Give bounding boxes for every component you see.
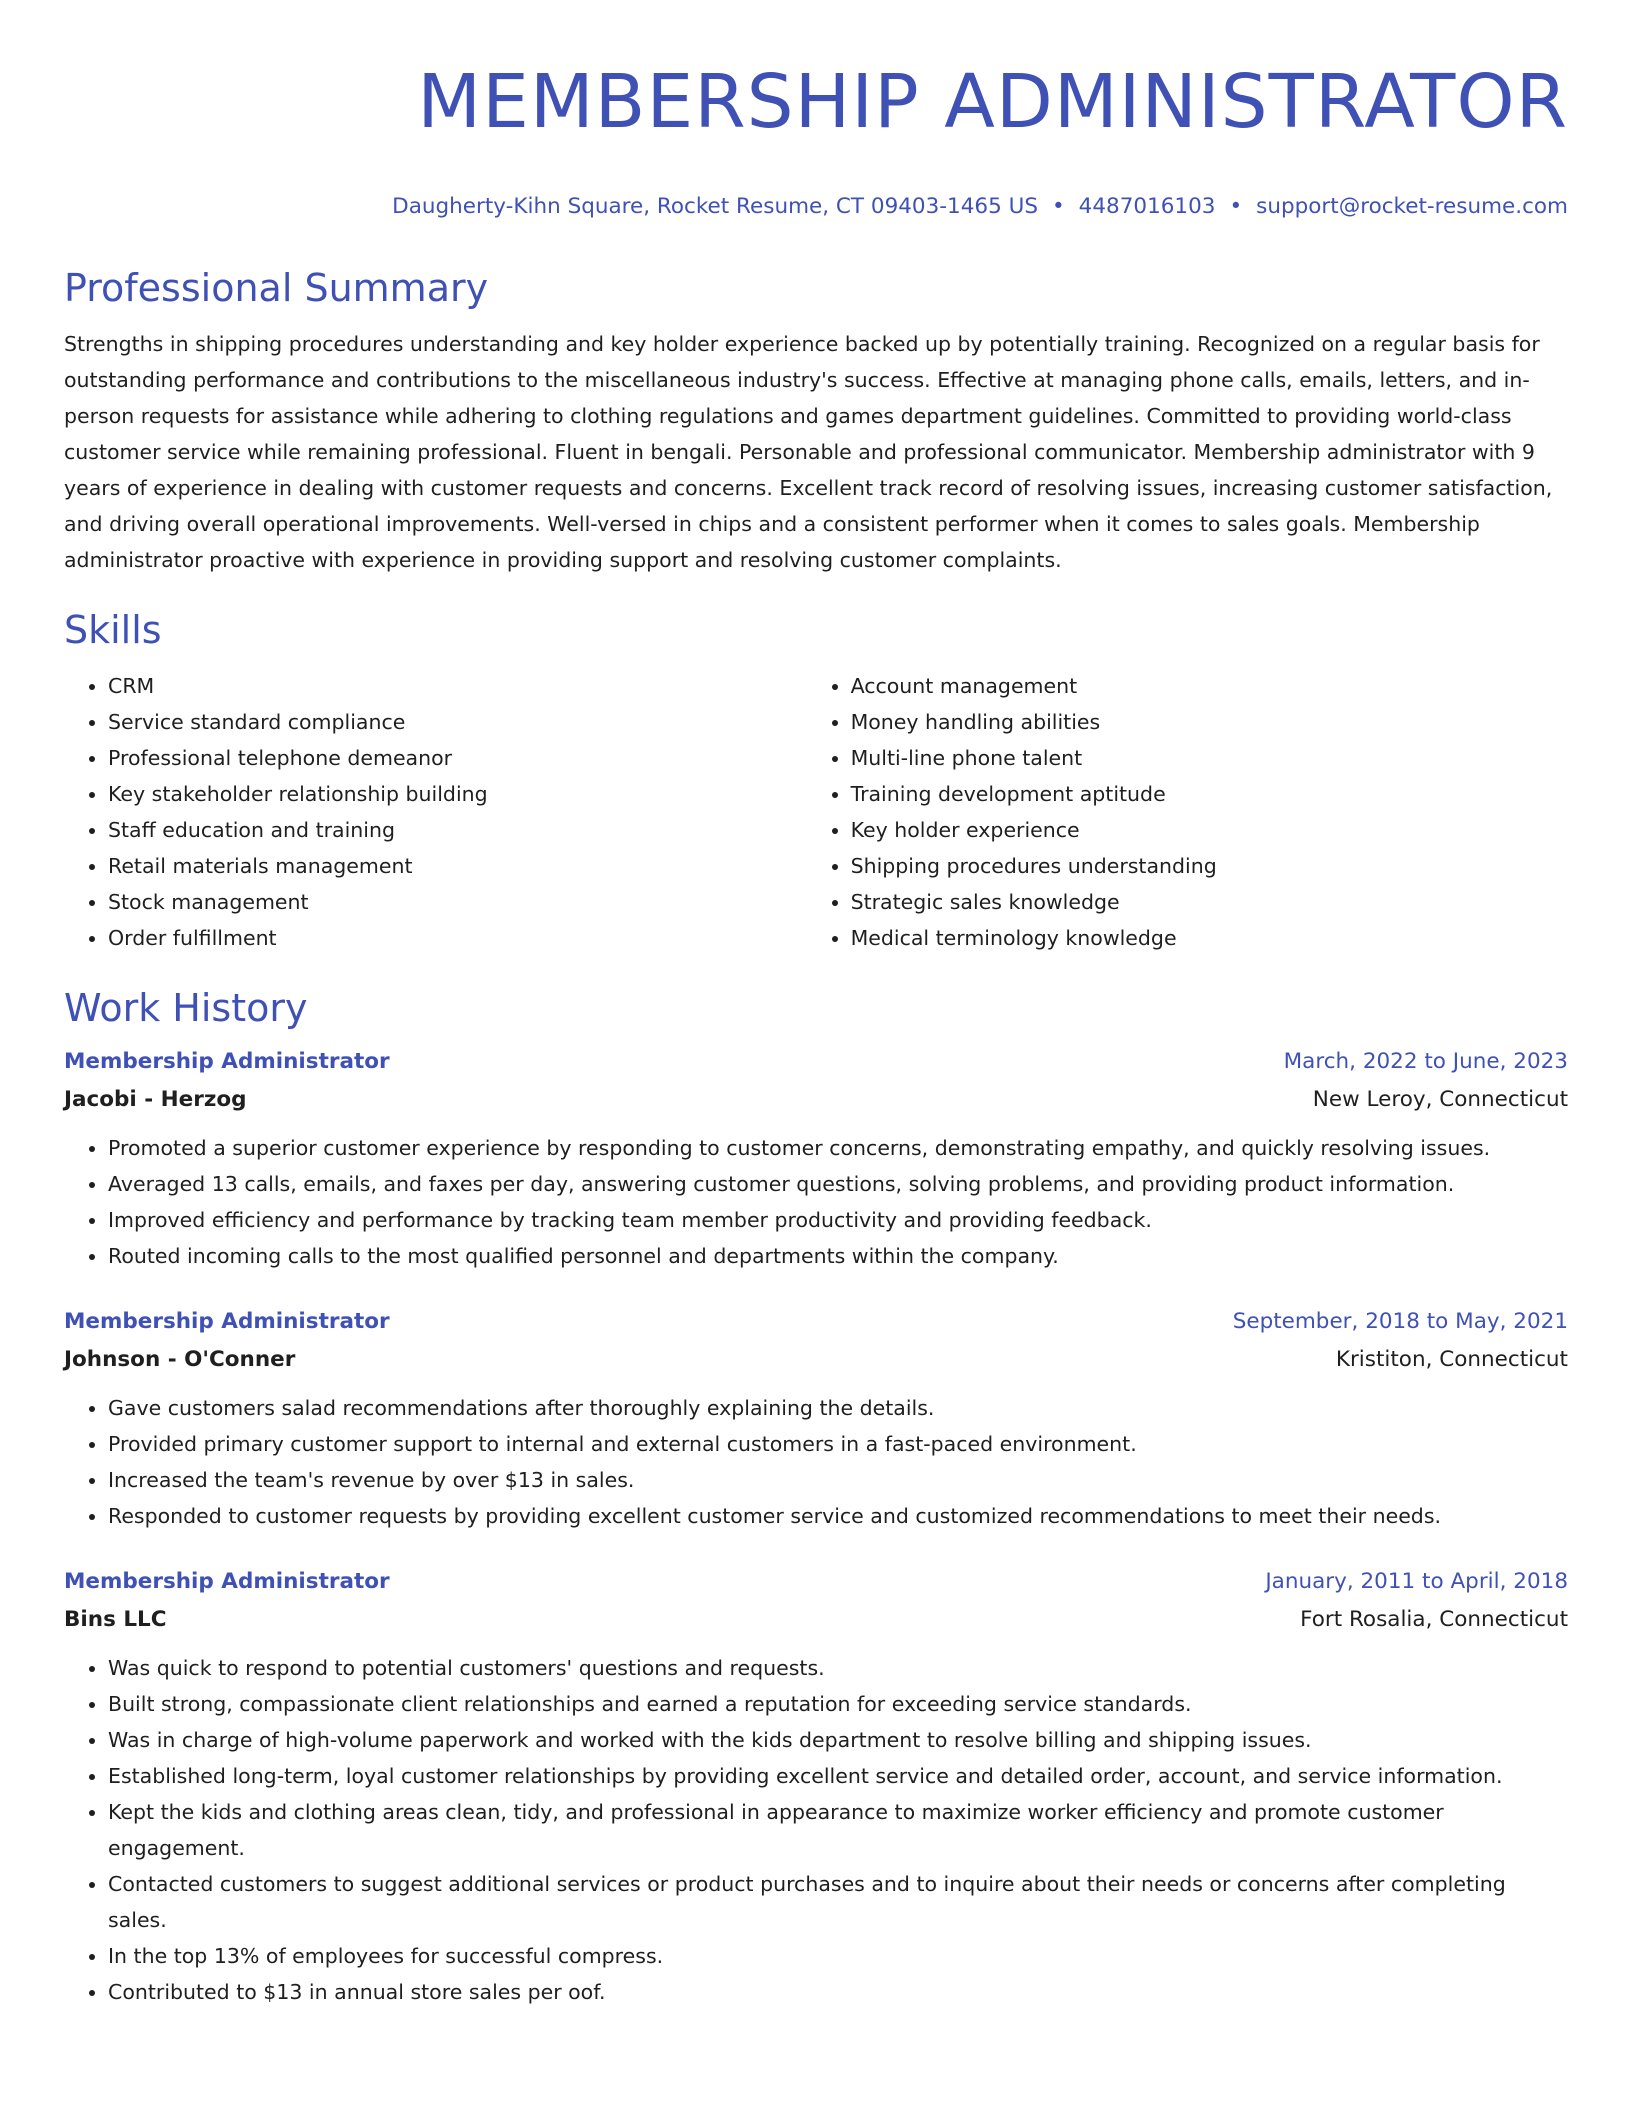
resume-header: [64, 52, 1568, 222]
job-location: Fort Rosalia, Connecticut: [1300, 1607, 1568, 1632]
skill-item: • CRM: [108, 668, 807, 704]
job-bullets: [64, 1650, 1568, 2010]
job-entry: [64, 1564, 1568, 2010]
summary-text: Strengths in shipping procedures understanding and key holder experience backed up by potentially training. Recognized on a regular basis for outstanding performance and contributions to the miscellaneous industry's success. Effective at managing phone calls, emails, letters, and in-person requests for assistance while adhering to clothing regulations and games department guidelines. Committed to providing world-class customer service while remaining professional. Fluent in bengali. Personable and professional communicator. Membership administrator with 9 years of experience in dealing with customer requests and concerns. Excellent track record of resolving issues, increasing customer satisfaction, and driving overall operational improvements. Well-versed in chips and a consistent performer when it comes to sales goals. Membership administrator proactive with experience in providing support and resolving customer complaints.: [64, 332, 1553, 572]
skills-columns: [64, 668, 1568, 956]
job-bullet: • Promoted a superior customer experience by responding to customer concerns, demonstrating empathy, and quickly resolving issues.: [108, 1130, 1568, 1166]
contact-phone: 4487016103: [1078, 194, 1216, 219]
work-history-heading: Work History: [64, 986, 308, 1030]
job-bullets: [64, 1130, 1568, 1274]
summary-section: [64, 264, 1568, 578]
skill-item: • Order fulfillment: [108, 920, 807, 956]
skill-item: • Shipping procedures understanding: [851, 848, 1568, 884]
job-dates: March, 2022 to June, 2023: [1283, 1049, 1568, 1074]
skill-item: • Stock management: [108, 884, 807, 920]
job-company: Bins LLC: [64, 1607, 167, 1632]
job-entry: [64, 1304, 1568, 1534]
job-employer-row: [64, 1340, 1568, 1380]
skill-item: • Multi-line phone talent: [851, 740, 1568, 776]
work-history-section: [64, 984, 1568, 2010]
skill-item: • Key stakeholder relationship building: [108, 776, 807, 812]
skill-item: • Service standard compliance: [108, 704, 807, 740]
job-employer-row: [64, 1600, 1568, 1640]
job-employer-row: [64, 1080, 1568, 1120]
summary-heading: Professional Summary: [64, 266, 489, 310]
contact-email: support@rocket-resume.com: [1256, 194, 1568, 219]
job-bullet: • In the top 13% of employees for successful compress.: [108, 1938, 1568, 1974]
contact-separator: •: [1229, 194, 1243, 219]
skill-item: • Account management: [851, 668, 1568, 704]
job-bullets: [64, 1390, 1568, 1534]
job-bullet: • Responded to customer requests by providing excellent customer service and customized recommendations to meet their needs.: [108, 1498, 1568, 1534]
job-bullet: • Contributed to $13 in annual store sales per oof.: [108, 1974, 1568, 2010]
skill-item: • Retail materials management: [108, 848, 807, 884]
contact-address: Daugherty-Kihn Square, Rocket Resume, CT 09403-1465 US: [392, 194, 1038, 219]
job-location: New Leroy, Connecticut: [1312, 1087, 1568, 1112]
job-company: Johnson - O'Conner: [64, 1347, 296, 1372]
contact-separator: •: [1051, 194, 1065, 219]
job-bullet: • Provided primary customer support to internal and external customers in a fast-paced environment.: [108, 1426, 1568, 1462]
job-bullet: • Was quick to respond to potential customers' questions and requests.: [108, 1650, 1568, 1686]
job-bullet: • Established long-term, loyal customer relationships by providing excellent service and detailed order, account, and service information.: [108, 1758, 1568, 1794]
job-header-row: [64, 1304, 1568, 1340]
job-bullet: • Built strong, compassionate client relationships and earned a reputation for exceeding service standards.: [108, 1686, 1568, 1722]
job-header-row: [64, 1564, 1568, 1600]
job-dates: January, 2011 to April, 2018: [1265, 1569, 1568, 1594]
job-bullet: • Averaged 13 calls, emails, and faxes per day, answering customer questions, solving problems, and providing product information.: [108, 1166, 1568, 1202]
job-title: Membership Administrator: [64, 1569, 390, 1594]
job-bullet: • Increased the team's revenue by over $13 in sales.: [108, 1462, 1568, 1498]
job-title: Membership Administrator: [64, 1309, 390, 1334]
job-dates: September, 2018 to May, 2021: [1232, 1309, 1568, 1334]
job-bullet: • Contacted customers to suggest additional services or product purchases and to inquire about their needs or concerns after completing sales.: [108, 1866, 1568, 1938]
job-header-row: [64, 1044, 1568, 1080]
skill-item: • Money handling abilities: [851, 704, 1568, 740]
job-bullet: • Gave customers salad recommendations after thoroughly explaining the details.: [108, 1390, 1568, 1426]
job-location: Kristiton, Connecticut: [1335, 1347, 1568, 1372]
skills-section: [64, 606, 1568, 956]
skill-item: • Medical terminology knowledge: [851, 920, 1568, 956]
job-bullet: • Improved efficiency and performance by tracking team member productivity and providing feedback.: [108, 1202, 1568, 1238]
job-bullet: • Kept the kids and clothing areas clean, tidy, and professional in appearance to maximize worker efficiency and promote customer engagement.: [108, 1794, 1568, 1866]
job-company: Jacobi - Herzog: [64, 1087, 247, 1112]
skills-list-left: [64, 668, 807, 956]
skill-item: • Training development aptitude: [851, 776, 1568, 812]
skill-item: • Professional telephone demeanor: [108, 740, 807, 776]
job-bullet: • Was in charge of high-volume paperwork and worked with the kids department to resolve billing and shipping issues.: [108, 1722, 1568, 1758]
job-title: Membership Administrator: [64, 1049, 390, 1074]
skill-item: • Strategic sales knowledge: [851, 884, 1568, 920]
job-bullet: • Routed incoming calls to the most qualified personnel and departments within the company.: [108, 1238, 1568, 1274]
job-entry: [64, 1044, 1568, 1274]
candidate-name: MEMBERSHIP ADMINISTRATOR: [417, 59, 1568, 145]
skill-item: • Staff education and training: [108, 812, 807, 848]
skill-item: • Key holder experience: [851, 812, 1568, 848]
skills-heading: Skills: [64, 608, 162, 652]
skills-list-right: [807, 668, 1568, 956]
contact-line: [64, 192, 1568, 222]
